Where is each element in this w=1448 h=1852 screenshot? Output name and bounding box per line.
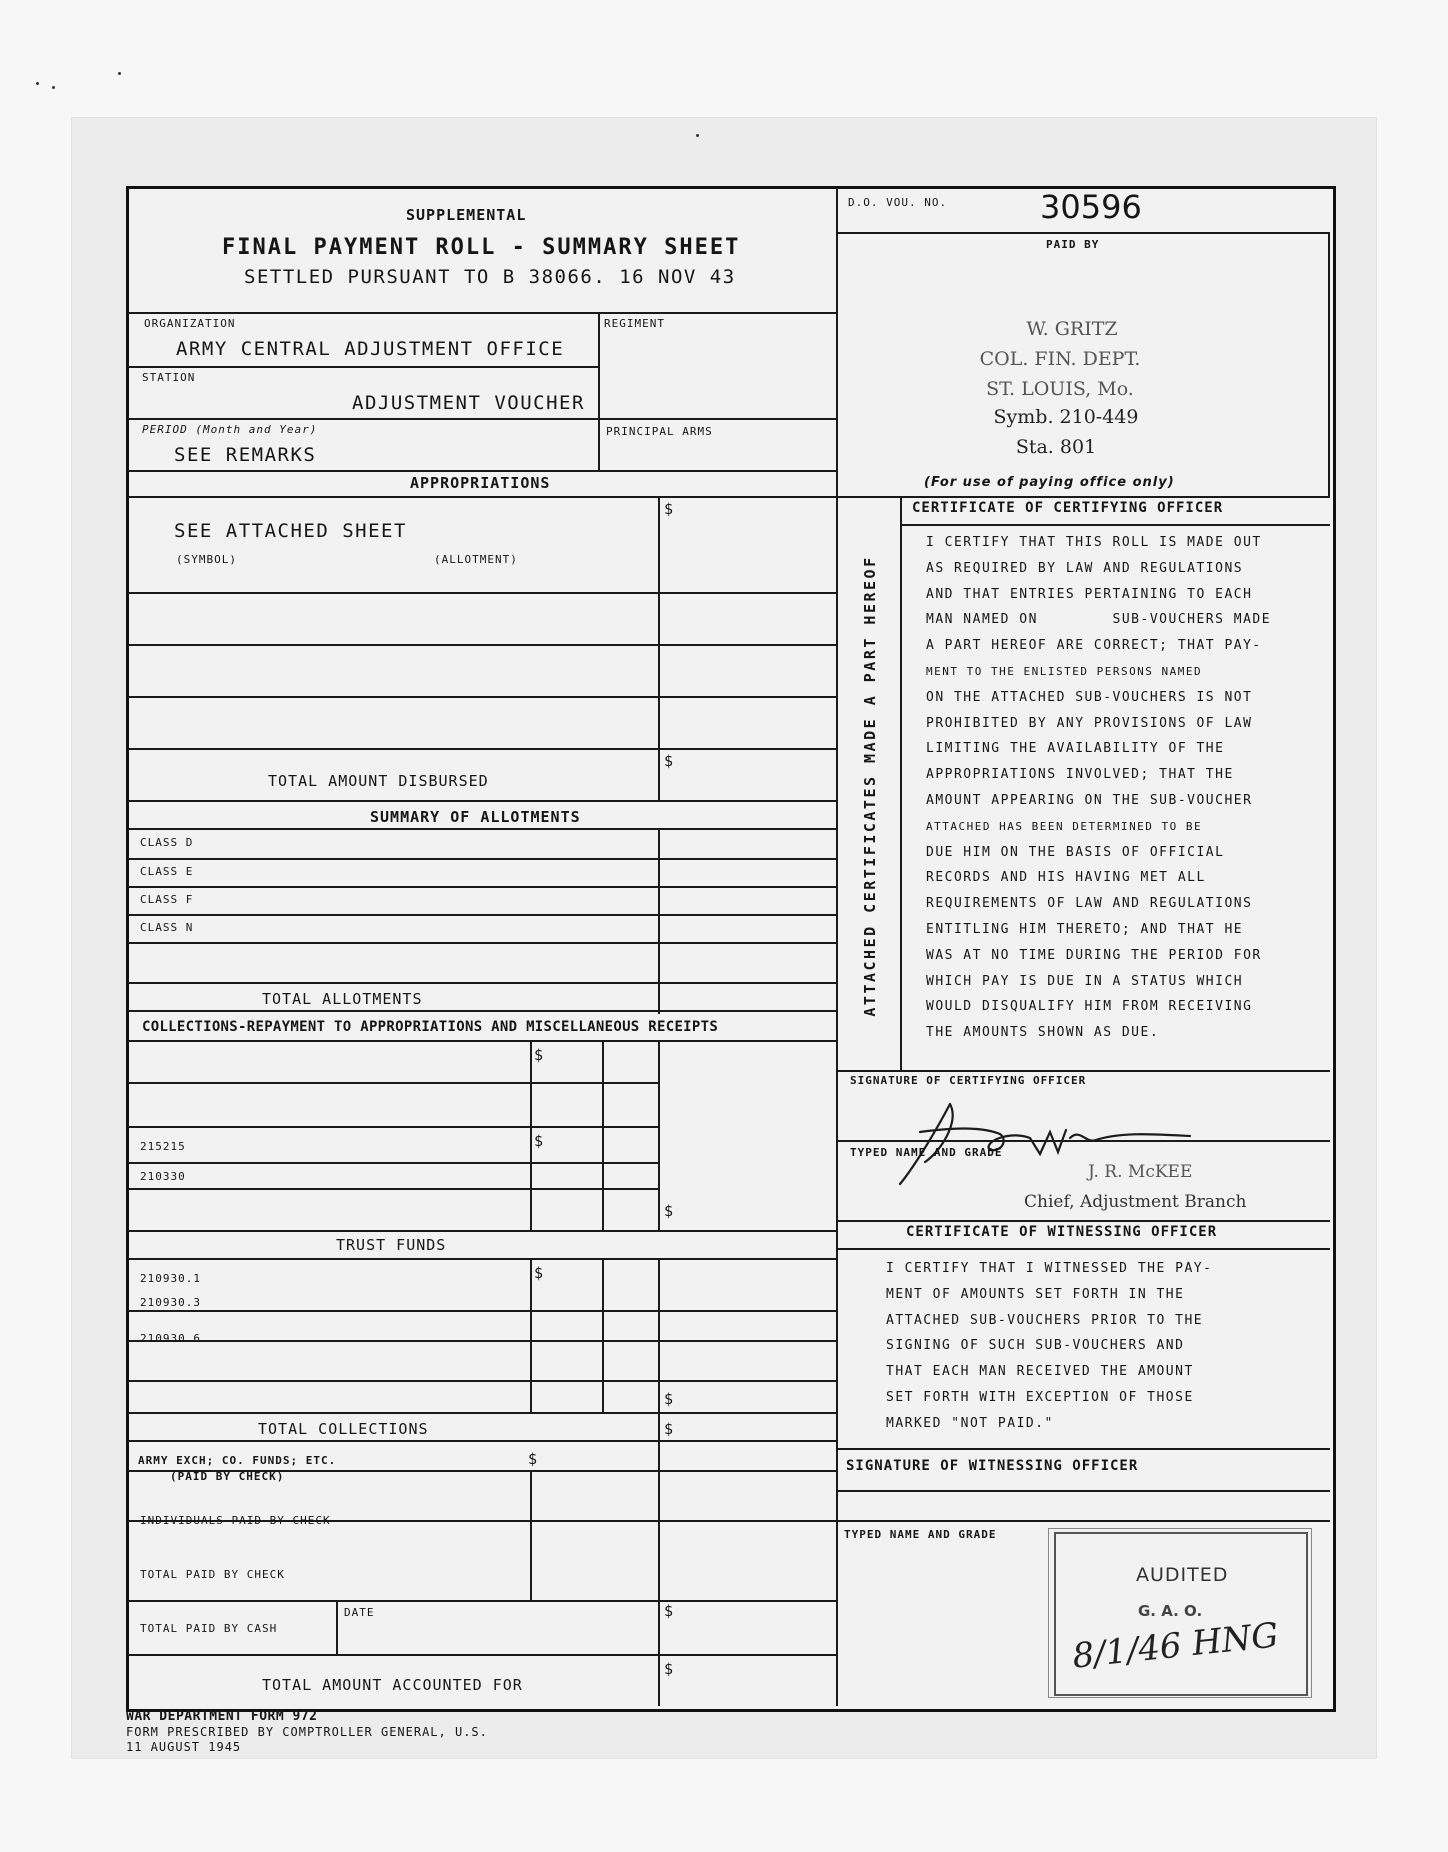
rule xyxy=(128,982,836,984)
paying-office-stamp-line: ST. LOUIS, Mo. xyxy=(986,378,1134,400)
station-label: STATION xyxy=(142,371,196,384)
witnessing-officer-title: CERTIFICATE OF WITNESSING OFFICER xyxy=(906,1224,1218,1240)
witnessing-signature-label: SIGNATURE OF WITNESSING OFFICER xyxy=(846,1458,1139,1474)
rule xyxy=(128,312,836,314)
rule xyxy=(1328,232,1330,496)
rule xyxy=(836,1248,1330,1250)
rule xyxy=(128,1230,836,1232)
rule xyxy=(598,312,600,418)
rule xyxy=(128,1040,836,1042)
rule xyxy=(128,1412,836,1414)
certifying-typed-name: J. R. McKEE xyxy=(1088,1162,1193,1182)
form-title: FINAL PAYMENT ROLL - SUMMARY SHEET xyxy=(222,235,741,260)
rule xyxy=(530,1470,532,1600)
dollar-sign: $ xyxy=(534,1132,545,1150)
rule xyxy=(128,1258,836,1260)
certifying-typed-name-label: TYPED NAME AND GRADE xyxy=(850,1146,1003,1159)
cert-line: WAS AT NO TIME DURING THE PERIOD FOR xyxy=(926,947,1262,963)
cert-line: RECORDS AND HIS HAVING MET ALL xyxy=(926,870,1206,886)
cert-line: ON THE ATTACHED SUB-VOUCHERS IS NOT xyxy=(926,689,1253,705)
rule xyxy=(128,1310,836,1312)
dollar-sign: $ xyxy=(534,1046,545,1064)
army-exchange-label: ARMY EXCH; CO. FUNDS; ETC. xyxy=(138,1454,337,1467)
individuals-paid-by-check-label: INDIVIDUALS PAID BY CHECK xyxy=(140,1514,331,1527)
rule xyxy=(658,1040,660,1230)
footer-form-number: WAR DEPARTMENT FORM 972 xyxy=(126,1709,318,1724)
cert-line: DUE HIM ON THE BASIS OF OFFICIAL xyxy=(926,844,1225,860)
dollar-sign: $ xyxy=(664,1202,675,1220)
cert-line: PROHIBITED BY ANY PROVISIONS OF LAW xyxy=(926,715,1253,731)
rule xyxy=(530,1258,532,1412)
dollar-sign: $ xyxy=(664,752,675,770)
rule xyxy=(128,1600,836,1602)
footer-prescribed: FORM PRESCRIBED BY COMPTROLLER GENERAL, U.S. xyxy=(126,1725,488,1739)
rule xyxy=(530,1040,532,1230)
cert-line: LIMITING THE AVAILABILITY OF THE xyxy=(926,741,1225,757)
summary-of-allotments-title: SUMMARY OF ALLOTMENTS xyxy=(370,808,581,826)
allotment-class-n: CLASS N xyxy=(140,921,194,934)
trust-fund-code: 210930.1 xyxy=(140,1272,201,1285)
speck xyxy=(52,86,55,89)
regiment-label: REGIMENT xyxy=(604,317,665,330)
audit-stamp-handwritten-date: 8/1/46 HNG xyxy=(1070,1615,1281,1677)
rule xyxy=(128,942,836,944)
rule xyxy=(900,496,902,1070)
period-value: SEE REMARKS xyxy=(174,444,317,466)
witness-line: I CERTIFY THAT I WITNESSED THE PAY- xyxy=(886,1261,1213,1276)
cert-line: WHICH PAY IS DUE IN A STATUS WHICH xyxy=(926,973,1244,989)
dollar-sign: $ xyxy=(528,1450,539,1468)
rule xyxy=(658,496,660,800)
audit-stamp xyxy=(1054,1532,1308,1696)
do-voucher-number-label: D.O. VOU. NO. xyxy=(848,196,948,209)
rule xyxy=(658,1258,660,1470)
rule xyxy=(658,828,660,1014)
organization-value: ARMY CENTRAL ADJUSTMENT OFFICE xyxy=(176,338,565,360)
certifying-officer-title: CERTIFICATE OF CERTIFYING OFFICER xyxy=(912,500,1224,516)
paying-office-stamp-line: Sta. 801 xyxy=(1015,436,1097,458)
trust-funds-title: TRUST FUNDS xyxy=(336,1236,447,1254)
header-supplemental: SUPPLEMENTAL xyxy=(406,206,527,224)
rule xyxy=(128,914,836,916)
period-label: PERIOD (Month and Year) xyxy=(142,423,318,436)
paying-office-stamp-line: Symb. 210-449 xyxy=(993,406,1139,428)
cert-line: A PART HEREOF ARE CORRECT; THAT PAY- xyxy=(926,638,1262,654)
cert-line: AS REQUIRED BY LAW AND REGULATIONS xyxy=(926,560,1244,576)
total-paid-by-check-label: TOTAL PAID BY CHECK xyxy=(140,1568,285,1581)
rule xyxy=(836,232,1330,234)
trust-fund-code: 210930.3 xyxy=(140,1296,201,1309)
rule xyxy=(128,470,836,472)
cert-line: APPROPRIATIONS INVOLVED; THAT THE xyxy=(926,767,1234,783)
rule xyxy=(658,1470,660,1706)
witness-line: ATTACHED SUB-VOUCHERS PRIOR TO THE xyxy=(886,1312,1204,1328)
rule xyxy=(900,524,1330,526)
allotment-class-e: CLASS E xyxy=(140,865,194,878)
rule xyxy=(128,418,836,420)
rule xyxy=(602,1040,604,1230)
total-amount-disbursed-label: TOTAL AMOUNT DISBURSED xyxy=(268,772,489,790)
main-divider xyxy=(836,188,838,1706)
rule xyxy=(836,1070,1330,1072)
principal-arms-label: PRINCIPAL ARMS xyxy=(606,425,713,438)
cert-line: MENT TO THE ENLISTED PERSONS NAMED xyxy=(926,664,1203,678)
do-voucher-number-value: 30596 xyxy=(1040,188,1142,226)
rule xyxy=(598,418,600,470)
cert-line: AMOUNT APPEARING ON THE SUB-VOUCHER xyxy=(926,792,1253,808)
speck xyxy=(36,82,39,85)
date-label: DATE xyxy=(344,1606,375,1619)
rule xyxy=(128,1162,658,1164)
cert-line: WOULD DISQUALIFY HIM FROM RECEIVING xyxy=(926,999,1253,1015)
witness-line: SET FORTH WITH EXCEPTION OF THOSE xyxy=(886,1389,1194,1405)
allotment-class-f: CLASS F xyxy=(140,893,194,906)
allotment-class-d: CLASS D xyxy=(140,836,194,849)
rule xyxy=(336,1600,338,1654)
rule xyxy=(128,1380,836,1382)
paying-office-stamp-line: W. GRITZ xyxy=(1026,318,1118,340)
witness-line: THAT EACH MAN RECEIVED THE AMOUNT xyxy=(886,1364,1194,1380)
rule xyxy=(128,1340,836,1342)
rule xyxy=(128,886,836,888)
allotment-label: (ALLOTMENT) xyxy=(434,553,518,566)
speck xyxy=(118,72,121,75)
total-collections-label: TOTAL COLLECTIONS xyxy=(258,1420,429,1438)
dollar-sign: $ xyxy=(664,1420,675,1438)
cert-line: MAN NAMED ON SUB-VOUCHERS MADE xyxy=(926,612,1272,628)
footer-date: 11 AUGUST 1945 xyxy=(126,1740,242,1754)
army-exchange-sublabel: (PAID BY CHECK) xyxy=(170,1470,285,1483)
cert-line: ENTITLING HIM THERETO; AND THAT HE xyxy=(926,921,1244,937)
rule xyxy=(128,366,598,368)
witnessing-typed-name-label: TYPED NAME AND GRADE xyxy=(844,1528,997,1541)
total-paid-by-cash-label: TOTAL PAID BY CASH xyxy=(140,1622,278,1635)
rule xyxy=(836,1448,1330,1450)
witness-line: SIGNING OF SUCH SUB-VOUCHERS AND xyxy=(886,1338,1185,1354)
rule xyxy=(836,1520,1330,1522)
rule xyxy=(128,858,836,860)
paying-office-stamp-line: COL. FIN. DEPT. xyxy=(979,348,1141,370)
rule xyxy=(128,1440,836,1442)
rule xyxy=(128,592,836,594)
total-allotments-label: TOTAL ALLOTMENTS xyxy=(262,990,423,1008)
attached-certificates-vertical-label: ATTACHED CERTIFICATES MADE A PART HEREOF xyxy=(861,555,879,1017)
rule xyxy=(128,1188,658,1190)
certifying-signature-label: SIGNATURE OF CERTIFYING OFFICER xyxy=(850,1074,1087,1087)
appropriations-value: SEE ATTACHED SHEET xyxy=(174,520,407,542)
cert-line: THE AMOUNTS SHOWN AS DUE. xyxy=(926,1025,1160,1041)
collection-code: 215215 xyxy=(140,1140,186,1153)
cert-line: AND THAT ENTRIES PERTAINING TO EACH xyxy=(926,586,1253,602)
cert-line: I CERTIFY THAT THIS ROLL IS MADE OUT xyxy=(926,535,1262,550)
trust-fund-code: 210930.6 xyxy=(140,1332,201,1345)
dollar-sign: $ xyxy=(664,1660,675,1678)
settlement-reference: SETTLED PURSUANT TO B 38066. 16 NOV 43 xyxy=(244,266,736,288)
symbol-label: (SYMBOL) xyxy=(176,553,237,566)
certifying-typed-grade: Chief, Adjustment Branch xyxy=(1024,1192,1247,1212)
cert-line: ATTACHED HAS BEEN DETERMINED TO BE xyxy=(926,819,1203,833)
dollar-sign: $ xyxy=(664,500,675,518)
rule xyxy=(128,748,836,750)
appropriations-title: APPROPRIATIONS xyxy=(410,474,551,492)
total-amount-accounted-label: TOTAL AMOUNT ACCOUNTED FOR xyxy=(262,1676,523,1694)
dollar-sign: $ xyxy=(664,1390,675,1408)
rule xyxy=(602,1258,604,1412)
rule xyxy=(128,828,836,830)
organization-label: ORGANIZATION xyxy=(144,317,236,330)
collection-code: 210330 xyxy=(140,1170,186,1183)
paying-office-note: (For use of paying office only) xyxy=(924,475,1175,490)
rule xyxy=(128,1010,836,1012)
rule xyxy=(128,496,836,498)
rule xyxy=(128,800,836,802)
certifying-officer-text xyxy=(926,530,1326,1046)
rule xyxy=(836,1220,1330,1222)
witness-line: MARKED "NOT PAID." xyxy=(886,1415,1054,1431)
rule xyxy=(128,1082,658,1084)
audit-stamp-agency: G. A. O. xyxy=(1138,1602,1203,1620)
paid-by-label: PAID BY xyxy=(1046,238,1100,251)
rule xyxy=(128,644,836,646)
station-value: ADJUSTMENT VOUCHER xyxy=(352,392,585,414)
dollar-sign: $ xyxy=(664,1602,675,1620)
speck xyxy=(696,134,699,137)
collections-title: COLLECTIONS-REPAYMENT TO APPROPRIATIONS AND MISCELLANEOUS RECEIPTS xyxy=(142,1019,719,1035)
audit-stamp-label: AUDITED xyxy=(1136,1564,1229,1586)
rule xyxy=(128,1126,658,1128)
rule xyxy=(128,1654,836,1656)
rule xyxy=(836,1490,1330,1492)
witnessing-officer-text xyxy=(886,1256,1306,1437)
dollar-sign: $ xyxy=(534,1264,545,1282)
witness-line: MENT OF AMOUNTS SET FORTH IN THE xyxy=(886,1286,1185,1302)
rule xyxy=(128,696,836,698)
cert-line: REQUIREMENTS OF LAW AND REGULATIONS xyxy=(926,896,1253,912)
rule xyxy=(836,496,1330,498)
